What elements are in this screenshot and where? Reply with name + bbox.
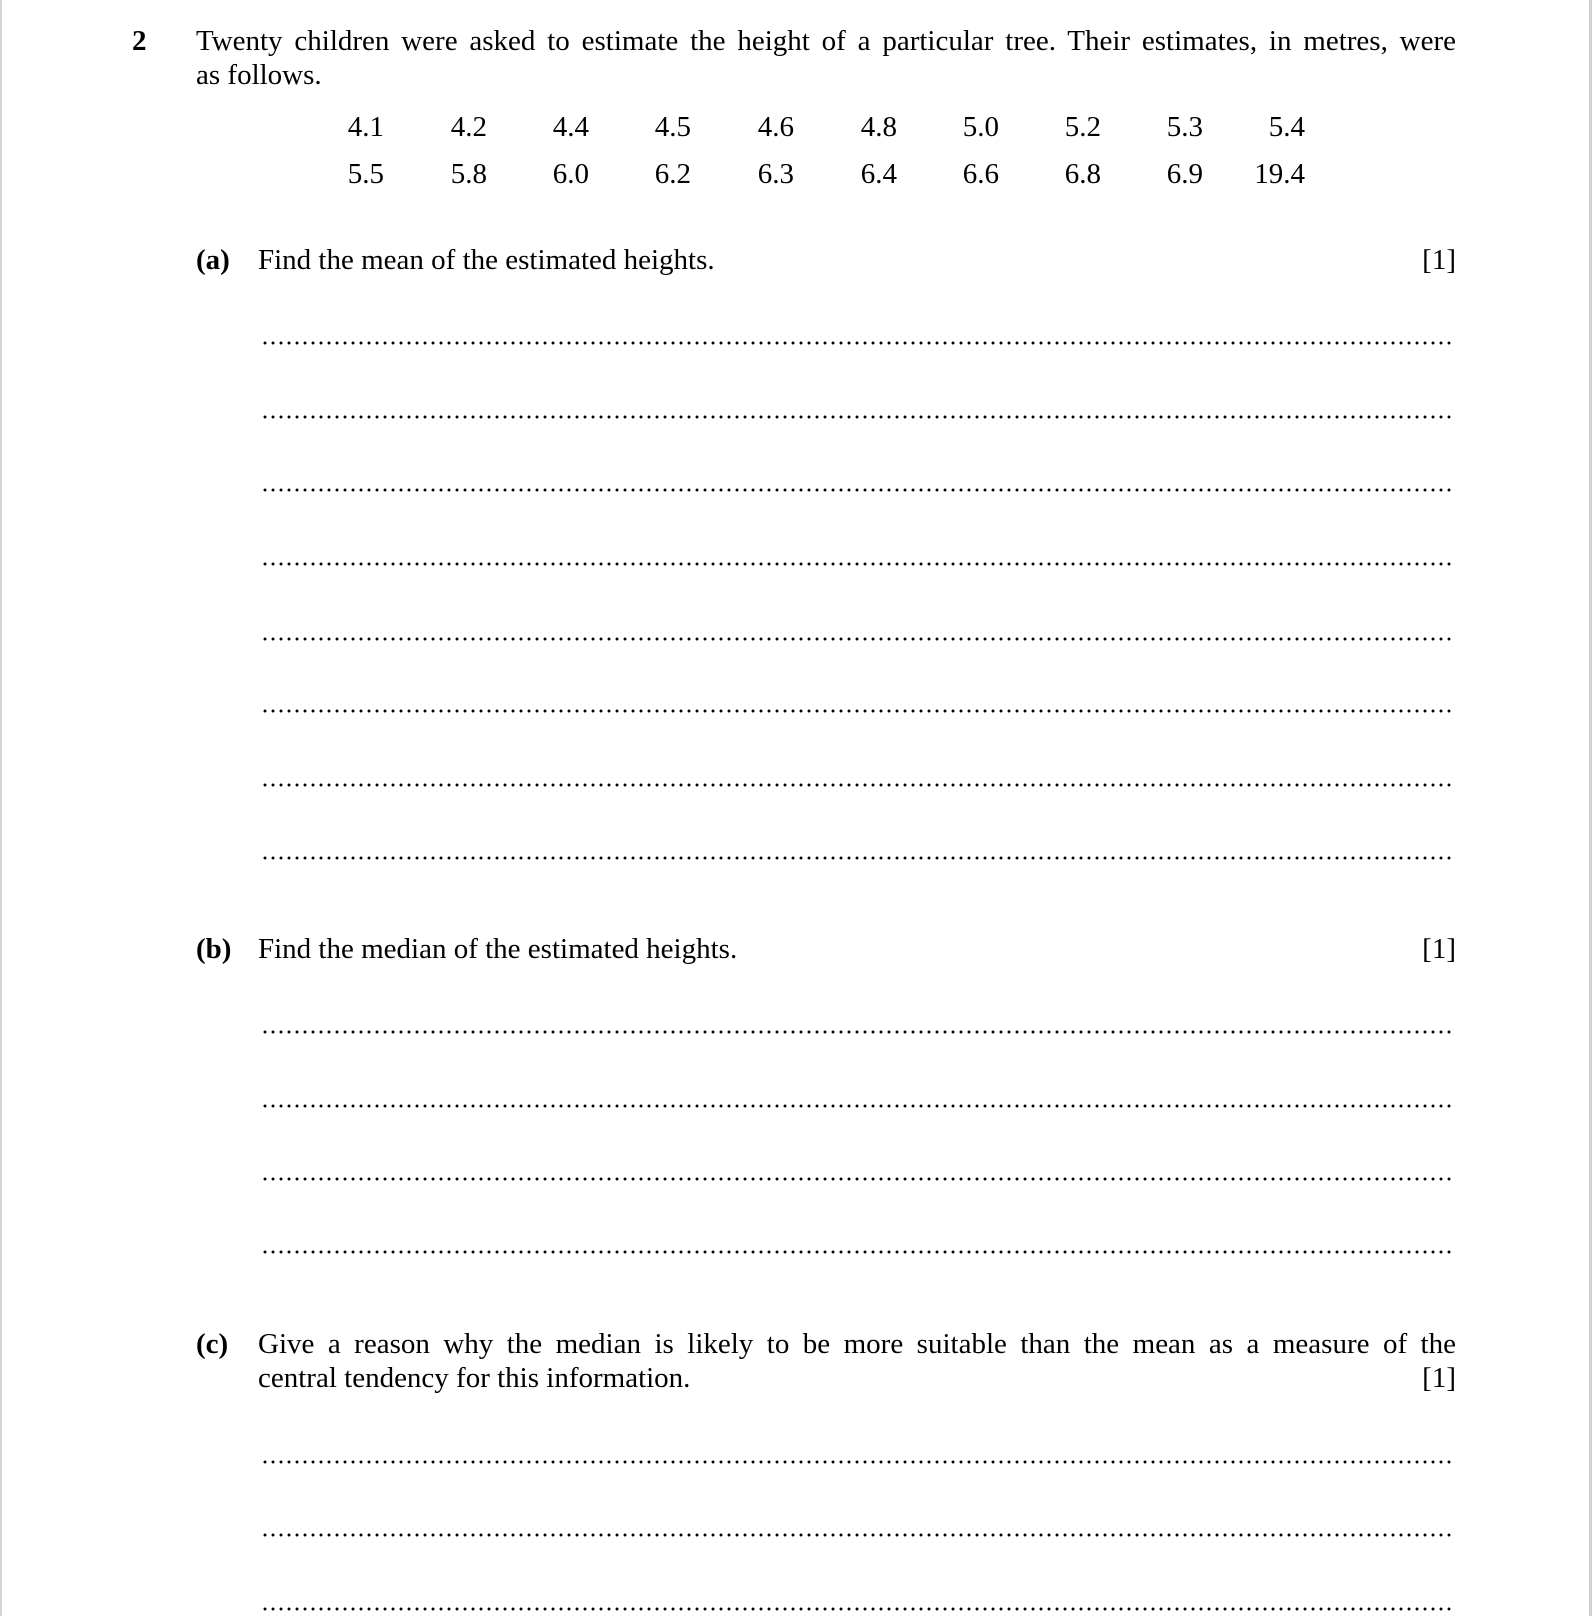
page-left-edge xyxy=(0,0,2,1616)
part-b-text: Find the median of the estimated heights. xyxy=(258,933,738,965)
data-value: 4.1 xyxy=(347,111,384,143)
data-value: 4.6 xyxy=(757,111,794,143)
question-number: 2 xyxy=(132,25,147,57)
part-a-label: (a) xyxy=(196,244,230,276)
data-value: 5.2 xyxy=(1064,111,1101,143)
answer-line[interactable] xyxy=(261,1533,1454,1537)
answer-line[interactable] xyxy=(261,1177,1454,1181)
answer-line[interactable] xyxy=(261,1030,1454,1034)
data-value: 6.9 xyxy=(1166,158,1203,190)
question-intro-line2: as follows. xyxy=(196,59,322,91)
part-a-text: Find the mean of the estimated heights. xyxy=(258,244,715,276)
answer-line[interactable] xyxy=(261,1460,1454,1464)
data-value: 5.3 xyxy=(1166,111,1203,143)
answer-line[interactable] xyxy=(261,1607,1454,1611)
answer-line[interactable] xyxy=(261,1104,1454,1108)
answer-line[interactable] xyxy=(261,709,1454,713)
answer-line[interactable] xyxy=(261,415,1454,419)
answer-line[interactable] xyxy=(261,637,1454,641)
data-value: 6.0 xyxy=(552,158,589,190)
answer-line[interactable] xyxy=(261,1250,1454,1254)
data-value: 4.8 xyxy=(860,111,897,143)
data-value: 5.8 xyxy=(450,158,487,190)
data-value: 6.2 xyxy=(654,158,691,190)
data-value: 5.0 xyxy=(962,111,999,143)
answer-line[interactable] xyxy=(261,783,1454,787)
data-value: 4.5 xyxy=(654,111,691,143)
answer-line[interactable] xyxy=(261,856,1454,860)
data-value: 4.2 xyxy=(450,111,487,143)
data-value: 6.3 xyxy=(757,158,794,190)
data-value: 4.4 xyxy=(552,111,589,143)
part-b-label: (b) xyxy=(196,933,232,965)
part-c-marks: [1] xyxy=(1422,1362,1456,1394)
part-c-text-line2: central tendency for this information. xyxy=(258,1362,691,1394)
data-value: 6.6 xyxy=(962,158,999,190)
data-value: 5.4 xyxy=(1268,111,1305,143)
question-intro-line1: Twenty children were asked to estimate the height of a particular tree. Their estimates, in metres, were xyxy=(196,25,1456,57)
part-a-marks: [1] xyxy=(1422,244,1456,276)
answer-line[interactable] xyxy=(261,341,1454,345)
data-value: 6.4 xyxy=(860,158,897,190)
data-value: 6.8 xyxy=(1064,158,1101,190)
part-c-text-line1: Give a reason why the median is likely to be more suitable than the mean as a measure of the xyxy=(258,1328,1456,1360)
part-c-label: (c) xyxy=(196,1328,229,1360)
data-value: 5.5 xyxy=(347,158,384,190)
data-value: 19.4 xyxy=(1254,158,1305,190)
answer-line[interactable] xyxy=(261,488,1454,492)
answer-line[interactable] xyxy=(261,562,1454,566)
part-b-marks: [1] xyxy=(1422,933,1456,965)
